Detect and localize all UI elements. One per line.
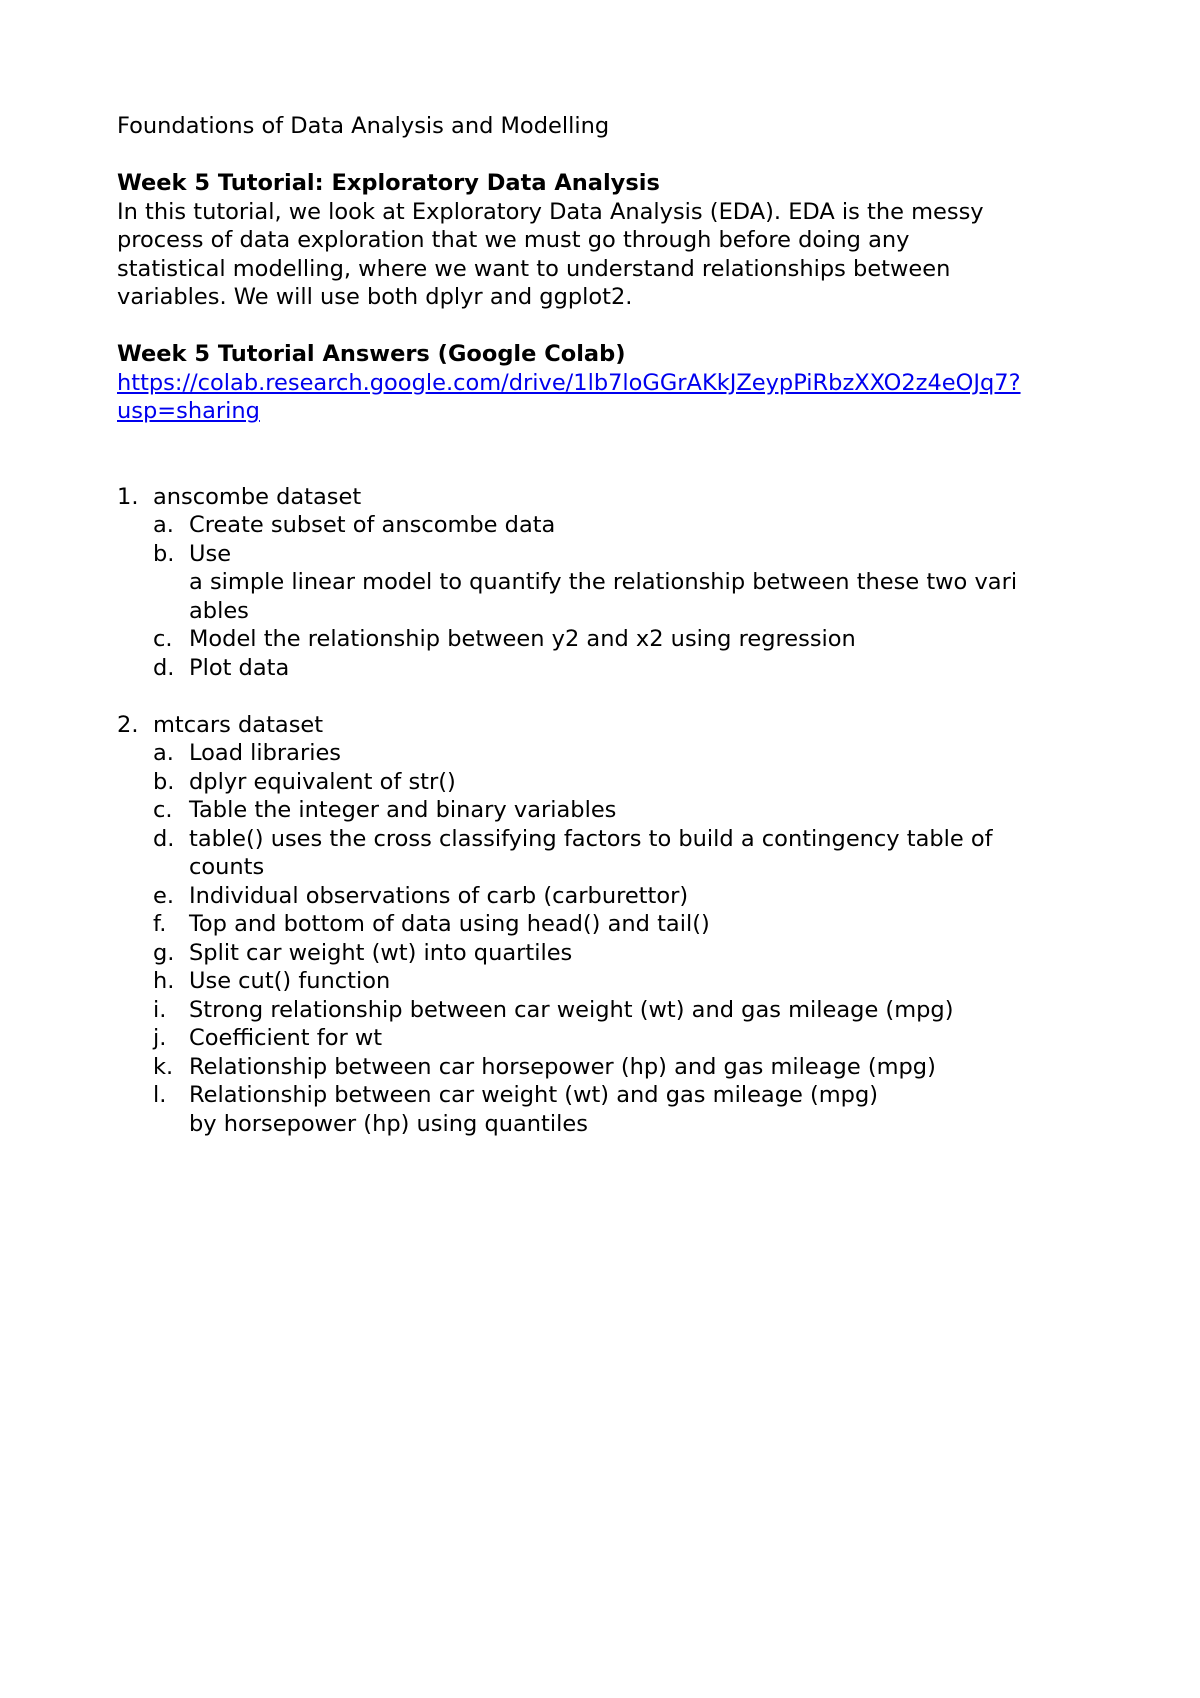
section-item	[117, 483, 1117, 683]
sub-item-text: Relationship between car weight (wt) and gas mileage (mpg)	[189, 1082, 879, 1108]
sub-item-marker: l.	[153, 1082, 167, 1108]
sub-item-marker: e.	[153, 882, 174, 909]
sub-item	[153, 796, 1117, 825]
sub-item-marker: b.	[153, 540, 175, 567]
sub-item	[153, 939, 1117, 968]
sub-item-text: Plot data	[189, 654, 290, 681]
sub-item-text: Relationship between car horsepower (hp) and gas mileage (mpg)	[189, 1053, 936, 1080]
section-title: anscombe dataset	[153, 483, 362, 510]
sub-item-text: ables	[189, 597, 249, 624]
sub-item-text: Create subset of anscombe data	[189, 512, 556, 538]
sub-item-text: counts	[189, 854, 265, 880]
sub-item	[153, 654, 1117, 683]
sub-item-text: dplyr equivalent of str()	[189, 768, 456, 795]
sub-item-marker: a.	[153, 740, 174, 766]
intro-line: variables. We will use both dplyr and ggplot2.	[117, 284, 633, 310]
section-item	[117, 711, 1117, 1139]
sub-item	[153, 511, 1117, 540]
sub-item-marker: j.	[153, 1025, 167, 1051]
sub-item	[153, 996, 1117, 1025]
sub-item-list	[153, 511, 1117, 682]
section-number: 1.	[117, 483, 139, 510]
sub-item	[153, 967, 1117, 996]
intro-line: In this tutorial, we look at Exploratory Data Analysis (EDA). EDA is the messy	[117, 198, 984, 225]
section-list	[117, 483, 1117, 1139]
sub-item-text: table() uses the cross classifying factors to build a contingency table of	[189, 825, 993, 852]
sub-item	[153, 739, 1117, 768]
intro-paragraph	[117, 198, 1117, 312]
sub-item-marker: c.	[153, 626, 173, 652]
sub-item	[153, 625, 1117, 654]
sub-item-text: Table the integer and binary variables	[189, 797, 617, 823]
sub-item	[153, 1024, 1117, 1053]
sub-item-marker: i.	[153, 996, 167, 1023]
sub-item	[153, 910, 1117, 939]
sub-item-text: Load libraries	[189, 740, 342, 766]
sub-item-text: by horsepower (hp) using quantiles	[189, 1110, 588, 1137]
colab-answers-link[interactable]	[117, 369, 1021, 426]
sub-item-marker: h.	[153, 968, 175, 994]
sub-item-text: Top and bottom of data using head() and tail()	[189, 911, 710, 937]
sub-item-text: Individual observations of carb (carburettor)	[189, 882, 689, 909]
intro-line: process of data exploration that we must go through before doing any	[117, 227, 910, 253]
sub-item-text: Use cut() function	[189, 968, 391, 994]
spacer	[117, 682, 1117, 711]
tutorial-heading: Week 5 Tutorial: Exploratory Data Analysis	[117, 170, 660, 196]
sub-item-text: Split car weight (wt) into quartiles	[189, 939, 573, 966]
sub-item-marker: b.	[153, 768, 175, 795]
sub-item-text: Strong relationship between car weight (wt) and gas mileage (mpg)	[189, 996, 954, 1023]
sub-item-marker: k.	[153, 1053, 174, 1080]
sub-item-marker: c.	[153, 797, 173, 823]
sub-item-list	[153, 739, 1117, 1138]
link-line[interactable]: https://colab.research.google.com/drive/1lb7loGGrAKkJZeypPiRbzXXO2z4eOJq7?	[117, 369, 1021, 396]
link-line[interactable]: usp=sharing	[117, 398, 260, 424]
sub-item-marker: g.	[153, 939, 175, 966]
intro-line: statistical modelling, where we want to understand relationships between	[117, 255, 951, 282]
sub-item-text: a simple linear model to quantify the relationship between these two vari	[189, 569, 1018, 595]
spacer	[117, 426, 1117, 483]
sub-item-text: Coefficient for wt	[189, 1025, 383, 1051]
sub-item-marker: a.	[153, 512, 174, 538]
sub-item-text: Model the relationship between y2 and x2 using regression	[189, 626, 856, 652]
course-title: Foundations of Data Analysis and Modelling	[117, 113, 610, 139]
sub-item-marker: d.	[153, 825, 175, 852]
spacer	[117, 312, 1117, 341]
sub-item	[153, 540, 1117, 626]
section-number: 2.	[117, 711, 139, 738]
answers-heading: Week 5 Tutorial Answers (Google Colab)	[117, 341, 626, 367]
sub-item-marker: f.	[153, 911, 167, 937]
sub-item-text: Use	[189, 540, 232, 567]
sub-item	[153, 768, 1117, 797]
spacer	[117, 141, 1117, 170]
sub-item	[153, 1053, 1117, 1082]
section-title: mtcars dataset	[153, 711, 324, 738]
sub-item	[153, 882, 1117, 911]
sub-item	[153, 825, 1117, 882]
document-content	[117, 112, 1117, 1138]
sub-item	[153, 1081, 1117, 1138]
sub-item-marker: d.	[153, 654, 175, 681]
